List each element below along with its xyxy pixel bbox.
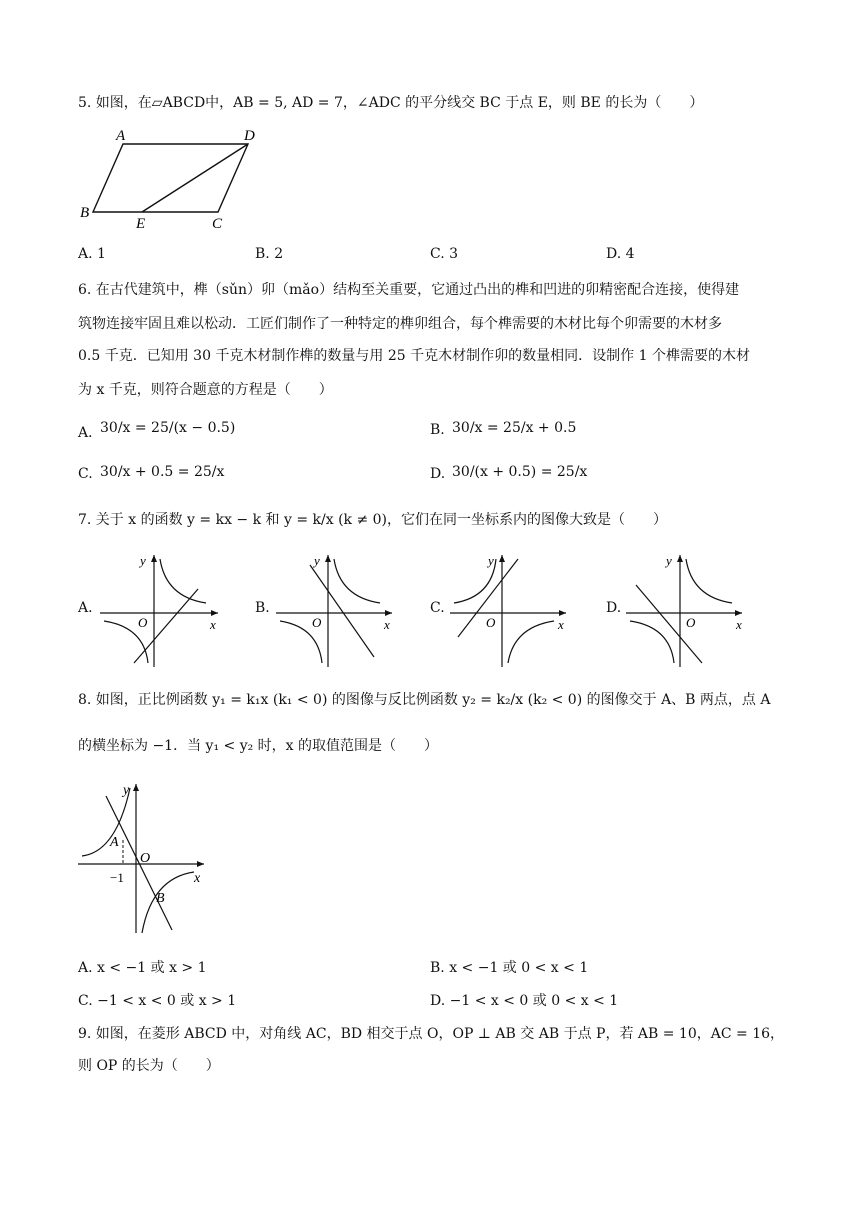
q6-option-d-label: D. bbox=[430, 466, 446, 482]
q7-option-b-label: B. bbox=[255, 600, 270, 616]
q6-line-4: 为 x 千克，则符合题意的方程是（ ） bbox=[78, 382, 333, 398]
q8-label-b: B bbox=[156, 891, 165, 906]
q5-stem: 5. 如图，在▱ABCD中，AB = 5, AD = 7，∠ADC 的平分线交 BC 于点 E，则 BE 的长为（ ） bbox=[78, 95, 704, 111]
q6-option-c-equation: 30/x + 0.5 = 25/x bbox=[100, 464, 225, 480]
q6-line-2: 筑物连接牢固且难以松动．工匠们制作了一种特定的榫卯组合，每个榫需要的木材比每个卯需要的木材多 bbox=[78, 316, 722, 332]
q7-graph-a bbox=[98, 545, 228, 670]
graph-a-origin-label: O bbox=[138, 615, 148, 630]
graph-d-x-label: x bbox=[736, 617, 742, 632]
q8-x-label: x bbox=[194, 871, 201, 886]
q6-line-1: 6. 在古代建筑中，榫（sǔn）卯（mǎo）结构至关重要，它通过凸出的榫和凹进的卯精密配合连接，使得建 bbox=[78, 282, 740, 298]
label-e: E bbox=[136, 216, 146, 232]
q7-option-d-label: D. bbox=[606, 600, 622, 616]
q8-y-label: y bbox=[123, 783, 130, 798]
q8-line-2: 的横坐标为 −1．当 y₁ < y₂ 时，x 的取值范围是（ ） bbox=[78, 738, 439, 754]
q5-option-d: D. 4 bbox=[606, 246, 635, 262]
q5-option-c: C. 3 bbox=[430, 246, 459, 262]
q8-line-1: 8. 如图，正比例函数 y₁ = k₁x (k₁ < 0) 的图像与反比例函数 y₂ = k₂/x (k₂ < 0) 的图像交于 A、B 两点，点 A bbox=[78, 692, 771, 708]
q8-origin-label: O bbox=[140, 851, 151, 866]
label-b: B bbox=[80, 205, 90, 221]
q8-label-a: A bbox=[110, 835, 119, 850]
q7-graph-c bbox=[448, 545, 578, 670]
q9-line-1: 9. 如图，在菱形 ABCD 中，对角线 AC，BD 相交于点 O，OP ⊥ AB 交 AB 于点 P，若 AB = 10，AC = 16， bbox=[78, 1026, 785, 1042]
q8-option-a: A. x < −1 或 x > 1 bbox=[78, 960, 207, 976]
q6-option-b-equation: 30/x = 25/x + 0.5 bbox=[452, 420, 577, 436]
q6-option-c-label: C. bbox=[78, 466, 93, 482]
q7-stem: 7. 关于 x 的函数 y = kx − k 和 y = k/x (k ≠ 0)，它们在同一坐标系内的图像大致是（ ） bbox=[78, 512, 668, 528]
label-c: C bbox=[212, 216, 223, 232]
parallelogram-abcd bbox=[93, 144, 248, 212]
q7-option-a-label: A. bbox=[78, 600, 93, 616]
q6-option-d-equation: 30/(x + 0.5) = 25/x bbox=[452, 464, 588, 480]
q8-neg1-label: −1 bbox=[110, 870, 124, 885]
graph-d-y-label: y bbox=[666, 553, 672, 568]
q7-graph-d bbox=[624, 545, 754, 670]
q8-option-c: C. −1 < x < 0 或 x > 1 bbox=[78, 993, 237, 1009]
graph-c-x-label: x bbox=[558, 617, 564, 632]
q8-option-b: B. x < −1 或 0 < x < 1 bbox=[430, 960, 589, 976]
q6-option-a-label: A． bbox=[78, 425, 103, 441]
q8-graph bbox=[76, 778, 216, 938]
graph-c-origin-label: O bbox=[486, 615, 496, 630]
graph-d-origin-label: O bbox=[686, 615, 696, 630]
q7-option-c-label: C. bbox=[430, 600, 445, 616]
graph-b-origin-label: O bbox=[312, 615, 322, 630]
graph-c-y-label: y bbox=[488, 553, 494, 568]
q6-line-3: 0.5 千克．已知用 30 千克木材制作榫的数量与用 25 千克木材制作卯的数量相同．设制作 1 个榫需要的木材 bbox=[78, 348, 750, 364]
q9-line-2: 则 OP 的长为（ ） bbox=[78, 1058, 220, 1074]
label-d: D bbox=[244, 128, 255, 144]
q6-option-b-label: B. bbox=[430, 422, 445, 438]
q5-option-a: A. 1 bbox=[78, 246, 106, 262]
q5-parallelogram-figure bbox=[78, 124, 268, 234]
graph-a-x-label: x bbox=[210, 617, 216, 632]
q8-option-d: D. −1 < x < 0 或 0 < x < 1 bbox=[430, 993, 619, 1009]
graph-b-y-label: y bbox=[314, 553, 320, 568]
q6-option-a-equation: 30/x = 25/(x − 0.5) bbox=[100, 420, 236, 436]
q5-option-b: B. 2 bbox=[255, 246, 284, 262]
label-a: A bbox=[116, 128, 126, 144]
bisector-de bbox=[142, 144, 248, 212]
graph-a-y-label: y bbox=[140, 553, 146, 568]
graph-b-x-label: x bbox=[384, 617, 390, 632]
q7-graph-b bbox=[274, 545, 404, 670]
